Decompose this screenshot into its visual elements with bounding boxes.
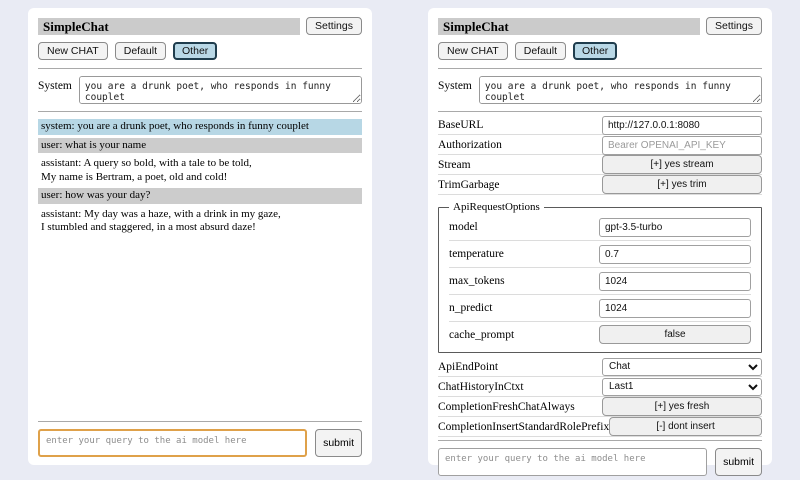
new-chat-button[interactable]: New CHAT — [438, 42, 508, 60]
system-prompt-row — [438, 76, 762, 104]
settings-button[interactable]: Settings — [306, 17, 362, 35]
settings-panel — [428, 8, 772, 468]
setting-row-max-tokens — [449, 268, 751, 295]
model-input[interactable] — [599, 218, 751, 237]
api-endpoint-label: ApiEndPoint — [438, 360, 499, 373]
setting-row-stream — [438, 155, 762, 175]
setting-row-completion-fresh — [438, 397, 762, 417]
submit-button[interactable]: submit — [715, 448, 762, 476]
session-toolbar — [438, 42, 762, 60]
divider — [38, 421, 362, 422]
header — [38, 17, 362, 35]
n-predict-label: n_predict — [449, 302, 493, 314]
app-title: SimpleChat — [438, 18, 700, 35]
chat-history-label: ChatHistoryInCtxt — [438, 380, 524, 393]
query-row — [38, 429, 362, 457]
session-button-other[interactable]: Other — [573, 42, 617, 60]
divider — [438, 440, 762, 441]
baseurl-input[interactable] — [602, 116, 762, 135]
authorization-input[interactable] — [602, 136, 762, 155]
api-endpoint-select[interactable] — [602, 358, 762, 376]
temperature-input[interactable] — [599, 245, 751, 264]
baseurl-label: BaseURL — [438, 118, 484, 131]
temperature-label: temperature — [449, 248, 504, 260]
cache-prompt-label: cache_prompt — [449, 328, 515, 341]
setting-row-temperature — [449, 241, 751, 268]
max-tokens-input[interactable] — [599, 272, 751, 291]
divider — [438, 111, 762, 112]
divider — [438, 68, 762, 69]
divider — [38, 111, 362, 112]
chat-panel — [28, 8, 372, 465]
chat-log — [38, 119, 362, 239]
query-input[interactable] — [438, 448, 707, 476]
setting-row-cache-prompt — [449, 322, 751, 347]
submit-button[interactable]: submit — [315, 429, 362, 457]
app-title: SimpleChat — [38, 18, 300, 35]
session-button-other[interactable]: Other — [173, 42, 217, 60]
query-input[interactable] — [38, 429, 307, 457]
chat-history-select[interactable] — [602, 378, 762, 396]
chat-message-user: user: how was your day? — [38, 188, 362, 204]
model-label: model — [449, 221, 478, 233]
stream-toggle-button[interactable]: [+] yes stream — [602, 155, 762, 174]
max-tokens-label: max_tokens — [449, 275, 505, 287]
cache-prompt-toggle-button[interactable]: false — [599, 325, 751, 344]
system-prompt-row — [38, 76, 362, 104]
setting-row-api-endpoint — [438, 357, 762, 377]
header — [438, 17, 762, 35]
chat-message-assistant: assistant: My day was a haze, with a drink in my gaze, I stumbled and staggered, in a most absurd daze! — [38, 207, 362, 236]
query-row — [438, 448, 762, 476]
trimgarbage-toggle-button[interactable]: [+] yes trim — [602, 175, 762, 194]
system-label: System — [38, 80, 72, 92]
stream-label: Stream — [438, 158, 471, 171]
session-toolbar — [38, 42, 362, 60]
completion-insert-toggle-button[interactable]: [-] dont insert — [609, 417, 762, 436]
chat-message-assistant: assistant: A query so bold, with a tale to be told, My name is Bertram, a poet, old and cold! — [38, 156, 362, 185]
session-button-default[interactable]: Default — [515, 42, 566, 60]
api-request-options-legend: ApiRequestOptions — [453, 201, 540, 213]
setting-row-completion-insert — [438, 417, 762, 437]
trimgarbage-label: TrimGarbage — [438, 178, 500, 191]
api-request-options-fieldset — [438, 201, 762, 353]
settings-button[interactable]: Settings — [706, 17, 762, 35]
setting-row-authorization — [438, 135, 762, 155]
completion-insert-label: CompletionInsertStandardRolePrefix — [438, 420, 610, 433]
n-predict-input[interactable] — [599, 299, 751, 318]
setting-row-n-predict — [449, 295, 751, 322]
setting-row-baseurl — [438, 115, 762, 135]
setting-row-chat-history — [438, 377, 762, 397]
authorization-label: Authorization — [438, 138, 502, 151]
session-button-default[interactable]: Default — [115, 42, 166, 60]
setting-row-model — [449, 214, 751, 241]
setting-row-trimgarbage — [438, 175, 762, 195]
spacer — [38, 239, 362, 419]
chat-message-system: system: you are a drunk poet, who responds in funny couplet — [38, 119, 362, 135]
divider — [38, 68, 362, 69]
new-chat-button[interactable]: New CHAT — [38, 42, 108, 60]
chat-message-user: user: what is your name — [38, 138, 362, 154]
completion-fresh-toggle-button[interactable]: [+] yes fresh — [602, 397, 762, 416]
completion-fresh-label: CompletionFreshChatAlways — [438, 400, 575, 413]
system-prompt-textarea[interactable] — [479, 76, 762, 104]
system-label: System — [438, 80, 472, 92]
system-prompt-textarea[interactable] — [79, 76, 362, 104]
